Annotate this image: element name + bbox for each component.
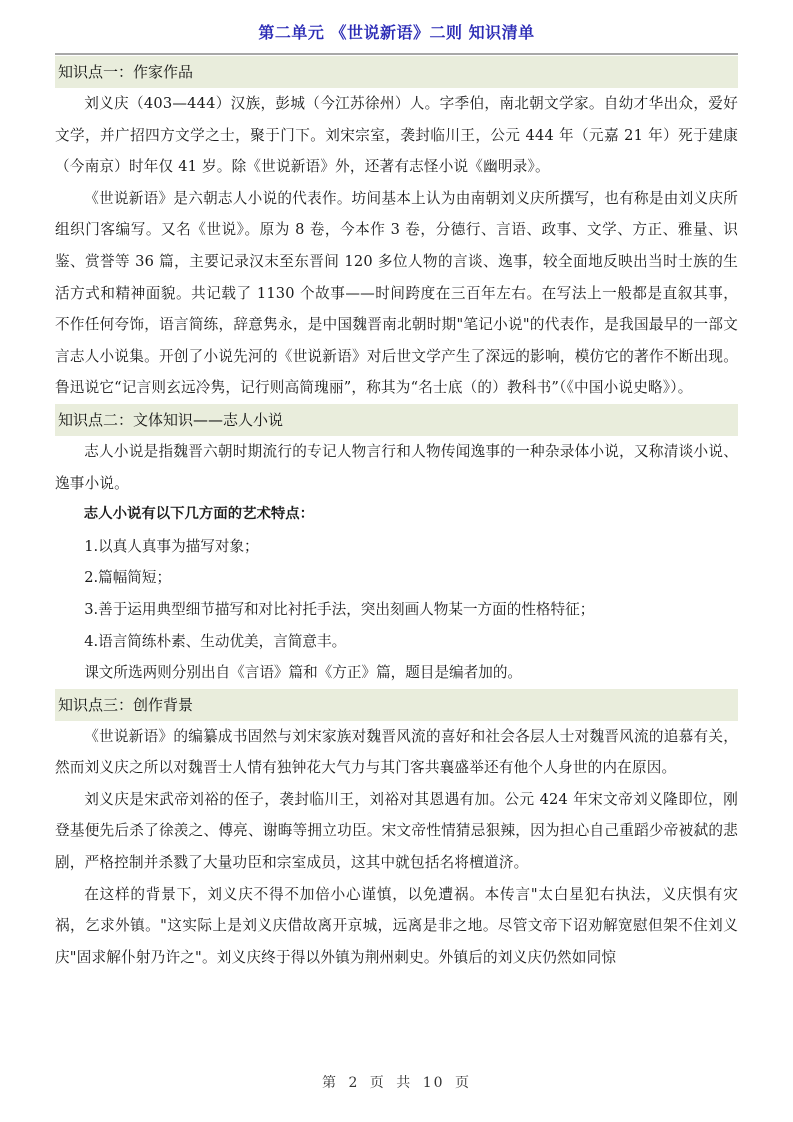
- paragraph-source-note: 课文所选两则分别出自《言语》篇和《方正》篇，题目是编者加的。: [84, 664, 523, 682]
- feature-item: 2.篇幅简短；: [84, 569, 172, 587]
- feature-item: 1.以真人真事为描写对象；: [84, 537, 259, 555]
- section-header: 知识点三：创作背景: [55, 689, 738, 721]
- section-author-works: [55, 56, 738, 404]
- paragraph-background-2: 刘义庆是宋武帝刘裕的侄子，袭封临川王，刘裕对其恩遇有加。公元 424 年宋文帝刘义隆即位，刚登基便先后杀了徐羡之、傅亮、谢晦等拥立功臣。宋文帝性情猜忌狠辣，因为担心自己重蹈少帝被弑的悲剧，严格控制并杀戮了大量功臣和宗室成员，这其中就包括名将檀道济。: [55, 790, 738, 872]
- section-header: 知识点二：文体知识——志人小说: [55, 404, 738, 436]
- section-header: 知识点一：作家作品: [55, 56, 738, 88]
- section-genre-knowledge: [55, 404, 738, 689]
- features-heading: 志人小说有以下几方面的艺术特点：: [83, 506, 315, 523]
- paragraph-book-intro: 《世说新语》是六朝志人小说的代表作。坊间基本上认为由南朝刘义庆所撰写，也有称是由刘义庆所组织门客编写。又名《世说》。原为 8 卷，今本作 3 卷，分德行、言语、政事、文学、方正、雅量、识鉴、赏誉等 36 篇，主要记录汉末至东晋间 120 多位人物的言谈、逸事，较全面地反映出当时士族的生活方式和精神面貌。共记载了 1130 个故事——时间跨度在三百年左右。在写法上一般都是直叙其事，不作任何夸饰，语言简练，辞意隽永，是中国魏晋南北朝时期"笔记小说"的代表作，是我国最早的一部文言志人小说集。开创了小说先河的《世说新语》对后世文学产生了深远的影响，模仿它的著作不断出现。鲁迅说它“记言则玄远冷隽，记行则高简瑰丽”，称其为“名士底（的）教科书”（《中国小说史略》）。: [55, 189, 738, 397]
- paragraph-background-3: 在这样的背景下，刘义庆不得不加倍小心谨慎，以免遭祸。本传言"太白星犯右执法，义庆惧有灾祸，乞求外镇。"这实际上是刘义庆借故离开京城，远离是非之地。尽管文帝下诏劝解宽慰但架不住刘义庆"固求解仆射乃许之"。刘义庆终于得以外镇为荆州刺史。外镇后的刘义庆仍然如同惊: [55, 885, 738, 966]
- feature-item: 3.善于运用典型细节描写和对比衬托手法，突出刻画人物某一方面的性格特征；: [84, 600, 595, 618]
- paragraph-background-1: 《世说新语》的编纂成书固然与刘宋家族对魏晋风流的喜好和社会各层人士对魏晋风流的追慕有关，然而刘义庆之所以对魏晋士人情有独钟花大气力与其门客共襄盛举还有他个人身世的内在原因。: [55, 727, 738, 777]
- document-body: [55, 56, 738, 973]
- page-number: 第 2 页 共 10 页: [322, 1075, 471, 1091]
- page-title: 第二单元 《世说新语》二则 知识清单: [258, 23, 535, 42]
- section-creation-background: [55, 689, 738, 974]
- paragraph-author-bio: 刘义庆（403—444）汉族，彭城（今江苏徐州）人。字季伯，南北朝文学家。自幼才华出众，爱好文学，并广招四方文学之士，聚于门下。刘宋宗室，袭封临川王，公元 444 年（元嘉 21 年）死于建康（今南京）时年仅 41 岁。除《世说新语》外，还著有志怪小说《幽明录》。: [55, 95, 738, 176]
- paragraph-genre-definition: 志人小说是指魏晋六朝时期流行的专记人物言行和人物传闻逸事的一种杂录体小说，又称清谈小说、逸事小说。: [55, 442, 738, 492]
- feature-item: 4.语言简练朴素、生动优美，言简意丰。: [84, 632, 347, 650]
- title-divider: [55, 53, 738, 55]
